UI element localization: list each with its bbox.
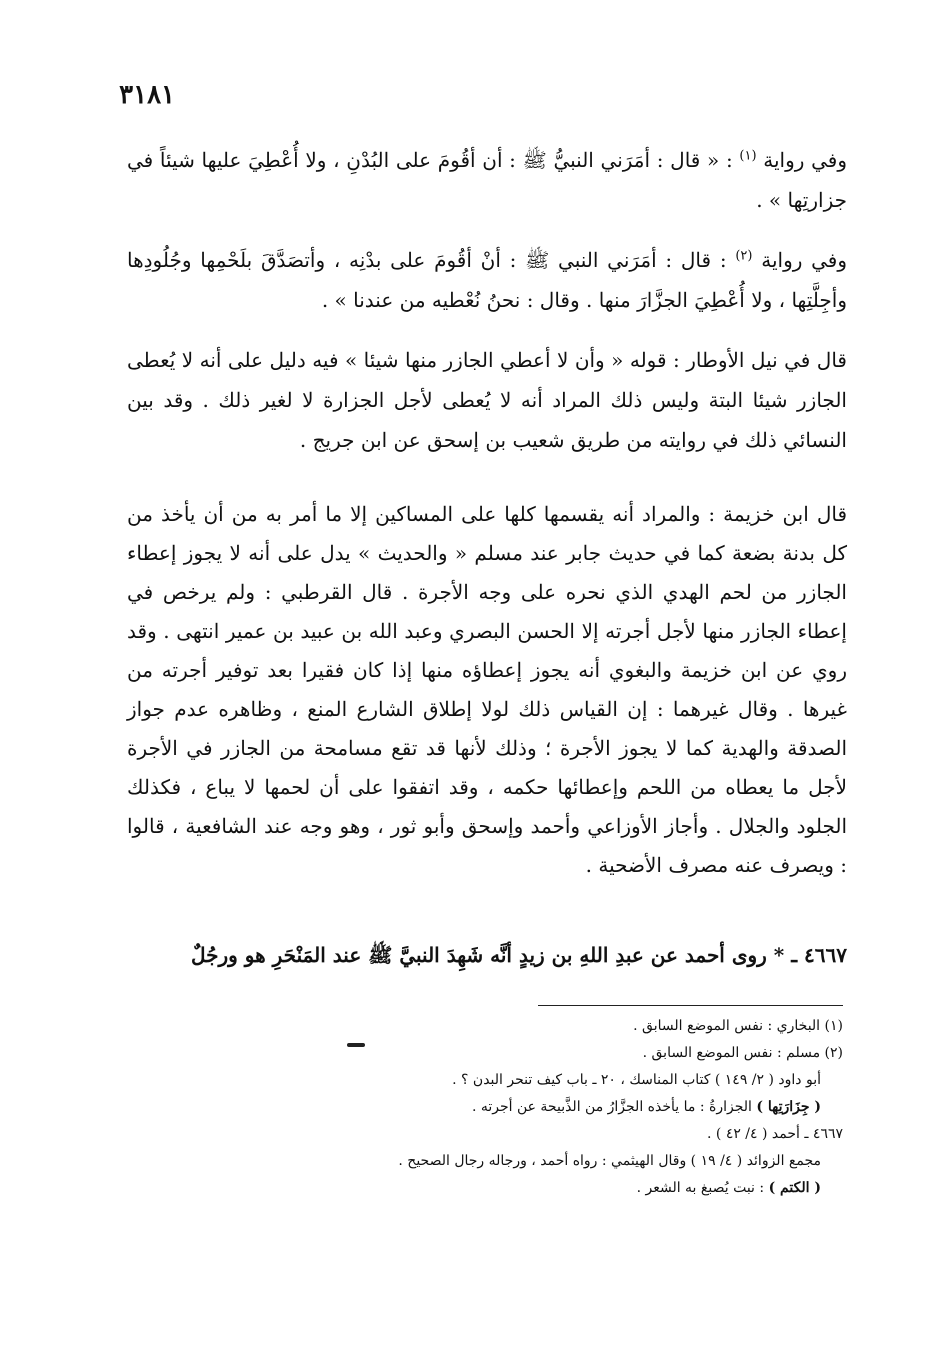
footnote-2: (٢) مسلم : نفس الموضع السابق . xyxy=(642,1045,843,1061)
footnotes xyxy=(123,1013,843,1202)
page-number: ٣١٨١ xyxy=(119,80,175,110)
hadith-4667 xyxy=(127,935,847,975)
footnote-gloss-katam xyxy=(123,1175,843,1202)
paragraph-nayl-alawtar xyxy=(127,340,847,460)
footnote-1: (١) البخاري : نفس الموضع السابق . xyxy=(633,1018,843,1034)
paragraph-nayl-alawtar-text: قال في نيل الأوطار : قوله « وأن لا أعطي الجازر منها شيئا » فيه دليل على أنه لا يُعطى الجازر شيئا البتة وليس ذلك المراد أنه لا يُعطى لأجل الجزارة لا لغير ذلك . وقد بين النسائي ذلك في روايته من طريق شعيب بن إسحق عن ابن جريج . xyxy=(127,348,847,452)
paragraph-ibn-khuzayma-text: قال ابن خزيمة : والمراد أنه يقسمها كلها على المساكين إلا ما أمر به من أن يأخذ من كل بدنة بضعة كما في حديث جابر عند مسلم « والحديث » يدل على أنه لا يجوز إعطاء الجازر من لحم الهدي الذي نحره على وجه الأجرة . قال القرطبي : ولم يرخص في إعطاء الجازر منها لأجل أجرته إلا الحسن البصري وعبد الله بن عبيد بن عمير انتهى . وقد روي عن ابن خزيمة والبغوي أنه يجوز إعطاؤه منها إذا كان فقيرا بعد توفير أجرته من غيرها . وقال غيرهما : إن القياس ذلك لولا إطلاق الشارع المنع ، وظاهره عدم جواز الصدقة والهدية كما لا يجوز الأجرة ؛ وذلك لأنها قد تقع مسامحة من الجازر في الأجرة لأجل ما يعطاه من اللحم وإعطائها حكمه ، وقد اتفقوا على أن لحمها لا يباع ، فكذلك الجلود والجلال . وأجاز الأوزاعي وأحمد وإسحق وأبو ثور ، وهو وجه عند الشافعية ، قالوا : ويصرف عنه مصرف الأضحية . xyxy=(127,502,847,877)
footnote-majma: مجمع الزوائد ( ٤/ ١٩ ) وقال الهيثمي : رواه أحمد ، ورجاله رجال الصحيح . xyxy=(398,1153,821,1169)
paragraph-riwaya-1-text: : « قال : أمَرَني النبيُّ ﷺ : أن أقُومَ على البُدْنِ ، ولا أُعْطِيَ عليها شيئاً في جزارتِها » . xyxy=(127,148,847,212)
footnote-2-ref: أبو داود ( ٢/ ١٤٩ ) كتاب المناسك ، ٢٠ ـ باب كيف تنحر البدن ؟ . xyxy=(452,1072,821,1088)
footnote-4667: ٤٦٦٧ ـ أحمد ( ٤/ ٤٢ ) . xyxy=(707,1126,843,1142)
gloss-def-katam: : نبت يُصبغ به الشعر . xyxy=(636,1180,765,1196)
footnote-ref-2: (٢) xyxy=(735,248,753,264)
paragraph-riwaya-2-lead: وفي رواية xyxy=(761,248,848,272)
paragraph-riwaya-1 xyxy=(127,140,847,220)
footnote-divider xyxy=(538,1005,843,1006)
gloss-def-jizara: الجزارةُ : ما يأخذه الجزَّارُ من الذَّبيحة عن أجرته . xyxy=(471,1099,752,1115)
paragraph-ibn-khuzayma xyxy=(127,495,847,885)
footnote-ref-1: (١) xyxy=(739,148,757,164)
hadith-number: ٤٦٦٧ ـ * xyxy=(773,943,847,967)
gloss-term-katam: ( الكتم ) xyxy=(768,1180,821,1196)
paragraph-riwaya-2 xyxy=(127,240,847,320)
paragraph-riwaya-2-text: : قال : أمَرَني النبي ﷺ : أنْ أقُومَ على بدْنِه ، وأتصَدَّقَ بلَحْمِها وجُلُودِها وأجِلَّتِها ، ولا أُعْطِيَ الجزَّارَ منها . وقال : نحنُ نُعْطيه من عندنا » . xyxy=(127,248,847,312)
hadith-text: روى أحمد عن عبدِ اللهِ بن زيدٍ أنَّه شَهِدَ النبيَّ ﷺ عند المَنْحَرِ هو ورجُلٌ xyxy=(191,943,767,967)
paragraph-riwaya-1-lead: وفي رواية xyxy=(763,148,847,172)
footnote-gloss-jizara xyxy=(123,1094,843,1121)
gloss-term-jizara: ( جِزَارَتِها ) xyxy=(756,1099,821,1115)
